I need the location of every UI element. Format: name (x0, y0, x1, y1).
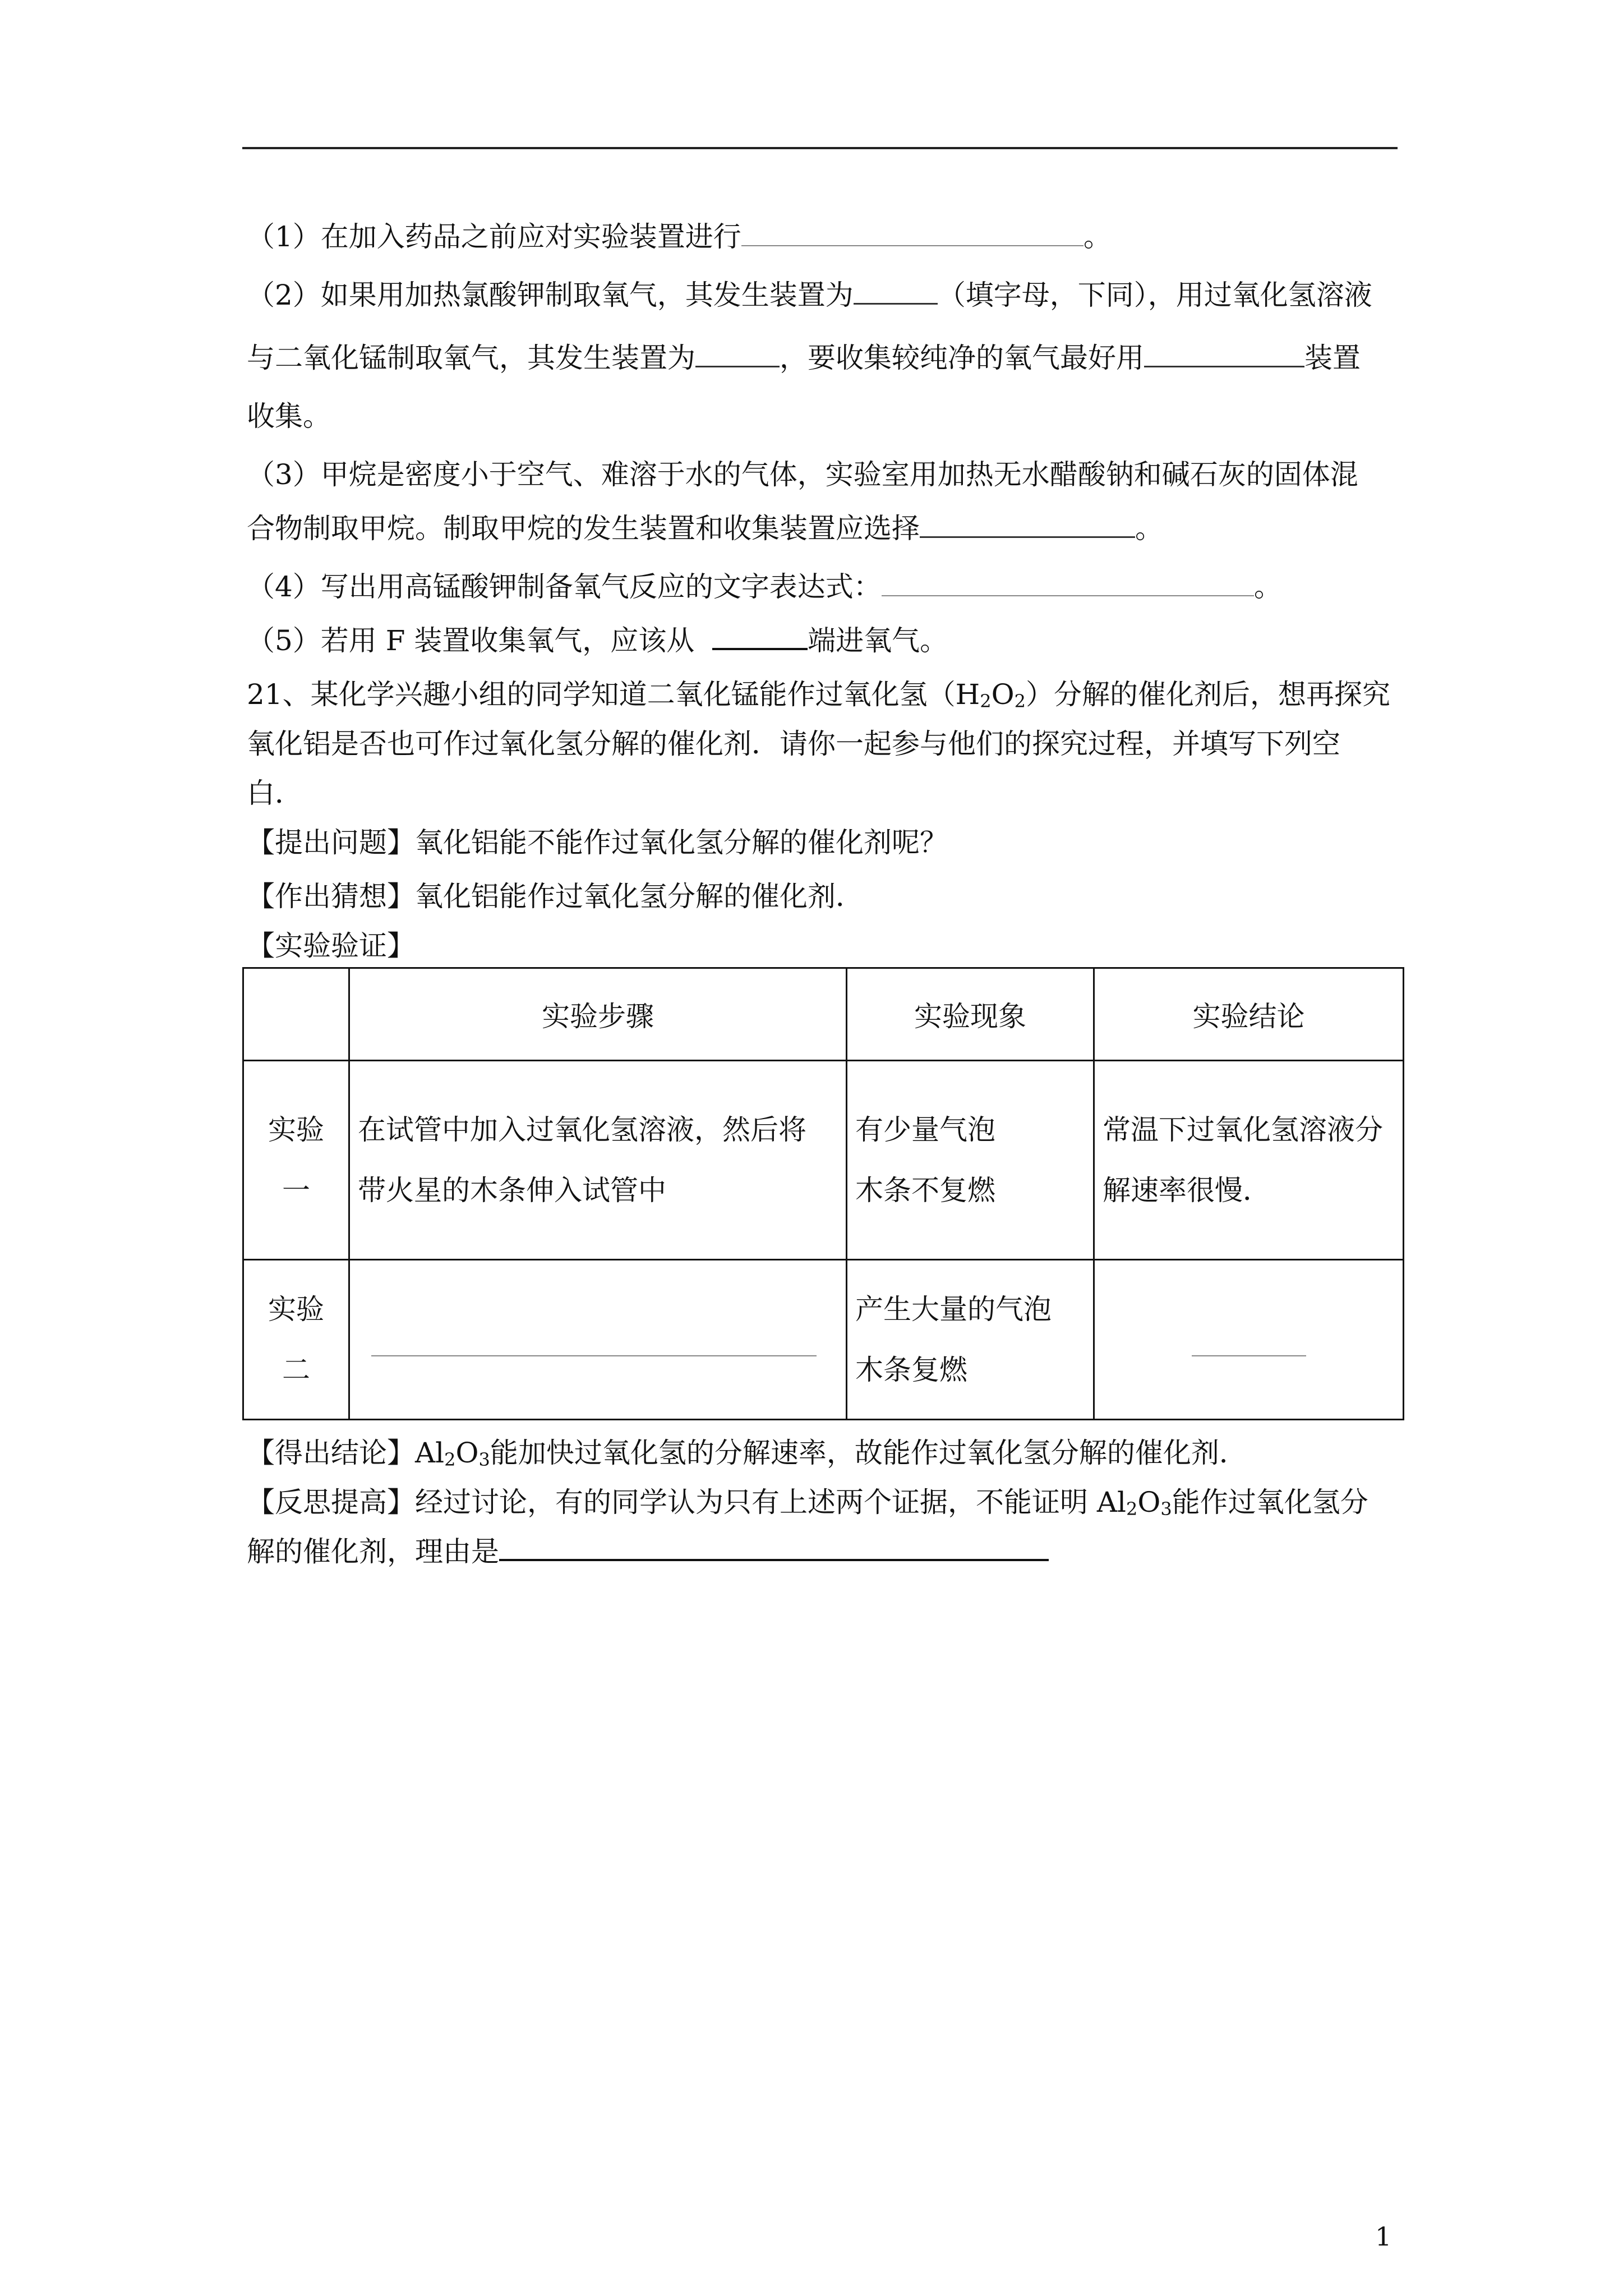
header-steps: 实验步骤 (349, 968, 847, 1061)
conclusion-cell (1094, 1260, 1404, 1420)
header-phenomena: 实验现象 (847, 968, 1094, 1061)
q21-line-1: 21、某化学兴趣小组的同学知道二氧化锰能作过氧化氢$(H_2O_2)$分解的催化剂后，想再探究 (247, 678, 1390, 712)
answer-blank[interactable] (1192, 1333, 1306, 1356)
q21-line-2: 氧化铝是否也可作过氧化氢分解的催化剂．请你一起参与他们的探究过程，并填写下列空 (247, 728, 1340, 760)
experiment-table (242, 967, 1404, 1420)
question-3-line-2: 合物制取甲烷。制取甲烷的发生装置和收集装置应选择 。 (247, 512, 1163, 545)
answer-blank[interactable] (920, 514, 1135, 538)
question-4: （4）写出用高锰酸钾制备氧气反应的文字表达式： 。 (247, 570, 1282, 603)
row-label: 实验 一 (243, 1061, 349, 1260)
answer-blank[interactable] (882, 573, 1254, 596)
question-5: （5）若用 F 装置收集氧气，应该从 端进氧气。 (247, 624, 948, 657)
question-1: （1）在加入药品之前应对实验装置进行 。 (247, 220, 1112, 253)
phenomenon-cell: 有少量气泡 木条不复燃 (847, 1061, 1094, 1260)
question-2-line-2: 与二氧化锰制取氧气，其发生装置为 ，要收集较纯净的氧气最好用 装置 (247, 342, 1361, 374)
hypothesis: 【作出猜想】氧化铝能作过氧化氢分解的催化剂． (247, 880, 864, 913)
answer-blank[interactable] (499, 1536, 1049, 1561)
answer-blank[interactable] (1144, 343, 1304, 367)
table-row (243, 1260, 1404, 1420)
step-cell (349, 1260, 847, 1420)
answer-blank[interactable] (371, 1333, 817, 1356)
header-conclusion: 实验结论 (1094, 968, 1404, 1061)
q21-line-3: 白． (247, 777, 303, 809)
conclusion-cell: 常温下过氧化氢溶液分 解速率很慢． (1094, 1061, 1404, 1260)
question-2-line-1: （2）如果用加热氯酸钾制取氧气，其发生装置为 （填字母，下同），用过氧化氢溶液 (247, 279, 1372, 311)
question-3-line-1: （3）甲烷是密度小于空气、难溶于水的气体，实验室用加热无水醋酸钠和碱石灰的固体混 (247, 458, 1358, 491)
step-cell: 在试管中加入过氧化氢溶液，然后将 带火星的木条伸入试管中 (349, 1061, 847, 1260)
answer-blank[interactable] (854, 280, 938, 305)
answer-blank[interactable] (741, 223, 1083, 246)
table-header-row (243, 968, 1404, 1061)
row-label: 实验 二 (243, 1260, 349, 1420)
phenomenon-cell: 产生大量的气泡 木条复燃 (847, 1260, 1094, 1420)
answer-blank[interactable] (712, 625, 808, 650)
page-number: 1 (1375, 2221, 1392, 2252)
answer-blank[interactable] (695, 343, 780, 367)
table-corner-cell (243, 968, 349, 1061)
header-rule (242, 147, 1398, 149)
draw-conclusion: 【得出结论】$Al_2O_3$能加快过氧化氢的分解速率，故能作过氧化氢分解的催化剂． (247, 1437, 1247, 1470)
reflection-line-1: 【反思提高】经过讨论，有的同学认为只有上述两个证据，不能证明 $Al_2O_3$能作过氧化氢分 (247, 1486, 1368, 1520)
table-row (243, 1061, 1404, 1260)
reflection-line-2: 解的催化剂，理由是 (247, 1535, 1049, 1568)
raise-question: 【提出问题】氧化铝能不能作过氧化氢分解的催化剂呢？ (247, 826, 948, 859)
question-2-line-3: 收集。 (247, 400, 331, 432)
verification-title: 【实验验证】 (247, 930, 415, 962)
